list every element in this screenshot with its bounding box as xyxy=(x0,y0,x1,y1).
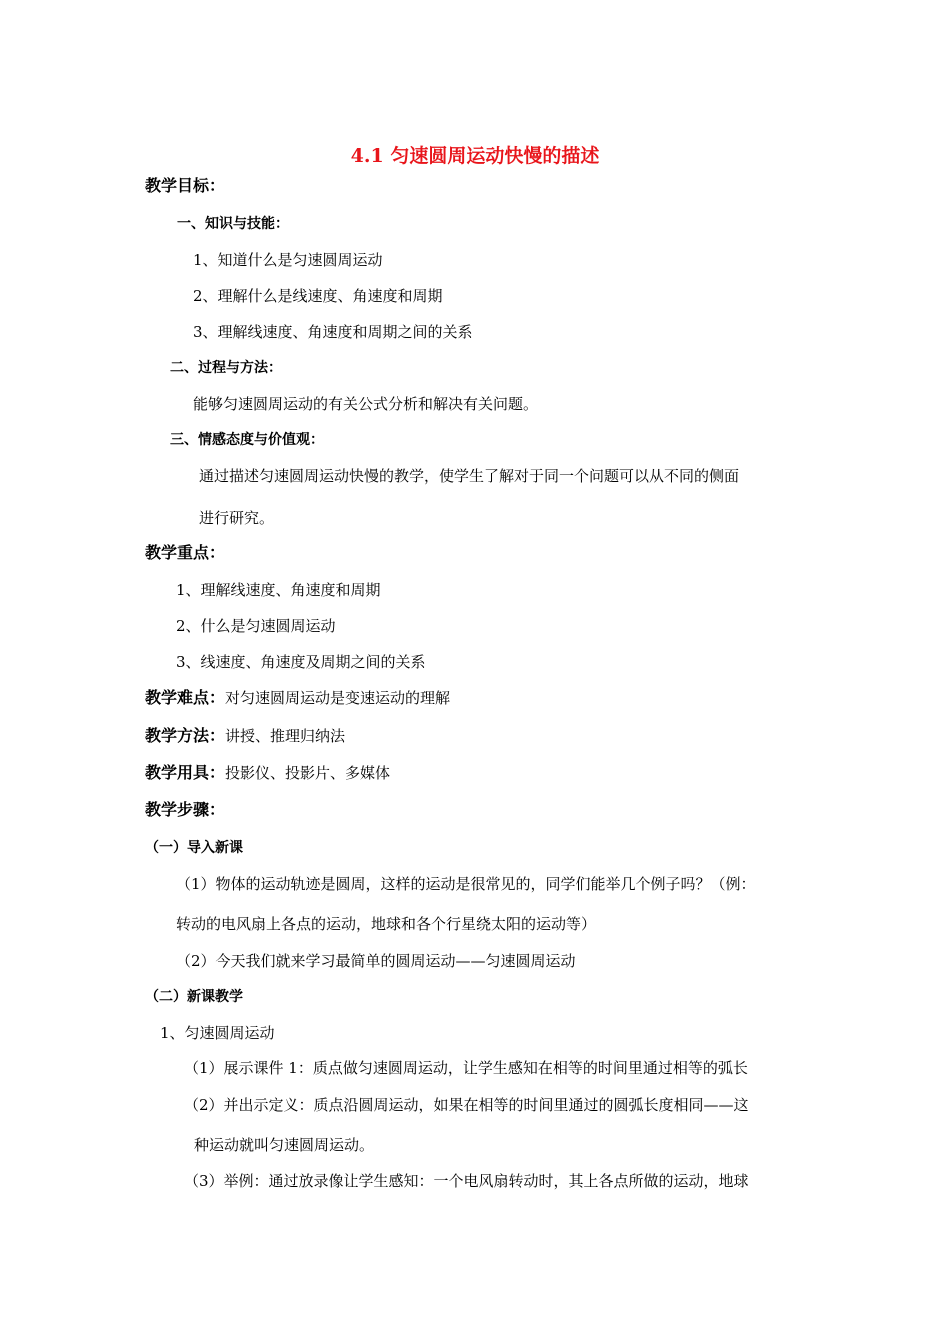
method-label: 教学方法： xyxy=(145,726,226,745)
key-point-item: 1、理解线速度、角速度和周期 xyxy=(176,581,381,599)
key-point-item: 2、什么是匀速圆周运动 xyxy=(176,617,336,635)
difficulty-text: 对匀速圆周运动是变速运动的理解 xyxy=(225,689,451,707)
emotion-text-line: 通过描述匀速圆周运动快慢的教学，使学生了解对于同一个问题可以从不同的侧面 xyxy=(199,467,740,485)
document-title: 4.1 匀速圆周运动快慢的描述 xyxy=(350,145,600,167)
intro-paragraph-line: （1）物体的运动轨迹是圆周，这样的运动是很常见的，同学们能举几个例子吗？（例： xyxy=(176,875,756,893)
difficulty-label: 教学难点： xyxy=(145,688,226,707)
objectives-heading: 教学目标： xyxy=(145,176,226,195)
knowledge-item: 1、知道什么是匀速圆周运动 xyxy=(193,251,383,269)
difficulty-row xyxy=(145,688,450,708)
new-lesson-subheading: 1、匀速圆周运动 xyxy=(160,1024,275,1042)
method-row xyxy=(145,726,345,746)
knowledge-item: 3、理解线速度、角速度和周期之间的关系 xyxy=(193,323,473,341)
knowledge-item: 2、理解什么是线速度、角速度和周期 xyxy=(193,287,443,305)
knowledge-heading: 一、知识与技能： xyxy=(177,216,289,232)
new-lesson-item-line: 种运动就叫匀速圆周运动。 xyxy=(194,1136,375,1154)
tools-label: 教学用具： xyxy=(145,763,226,782)
key-points-heading: 教学重点： xyxy=(145,543,226,562)
method-text: 讲授、推理归纳法 xyxy=(225,727,346,745)
new-lesson-item-line: （1）展示课件 1：质点做匀速圆周运动，让学生感知在相等的时间里通过相等的弧长 xyxy=(184,1059,748,1077)
intro-paragraph-line: （2）今天我们就来学习最简单的圆周运动——匀速圆周运动 xyxy=(176,952,576,970)
process-text: 能够匀速圆周运动的有关公式分析和解决有关问题。 xyxy=(193,395,539,413)
new-lesson-item-line: （3）举例：通过放录像让学生感知：一个电风扇转动时，其上各点所做的运动，地球 xyxy=(184,1172,749,1190)
key-point-item: 3、线速度、角速度及周期之间的关系 xyxy=(176,653,426,671)
tools-row xyxy=(145,763,390,783)
process-heading: 二、过程与方法： xyxy=(170,360,282,376)
intro-paragraph-line: 转动的电风扇上各点的运动，地球和各个行星绕太阳的运动等） xyxy=(176,915,597,933)
new-lesson-heading: （二）新课教学 xyxy=(145,989,243,1005)
steps-heading: 教学步骤： xyxy=(145,800,226,819)
new-lesson-item-line: （2）并出示定义：质点沿圆周运动，如果在相等的时间里通过的圆弧长度相同——这 xyxy=(184,1096,749,1114)
tools-text: 投影仪、投影片、多媒体 xyxy=(225,764,391,782)
emotion-heading: 三、情感态度与价值观： xyxy=(170,432,324,448)
intro-heading: （一）导入新课 xyxy=(145,840,243,856)
emotion-text-line: 进行研究。 xyxy=(199,509,275,527)
